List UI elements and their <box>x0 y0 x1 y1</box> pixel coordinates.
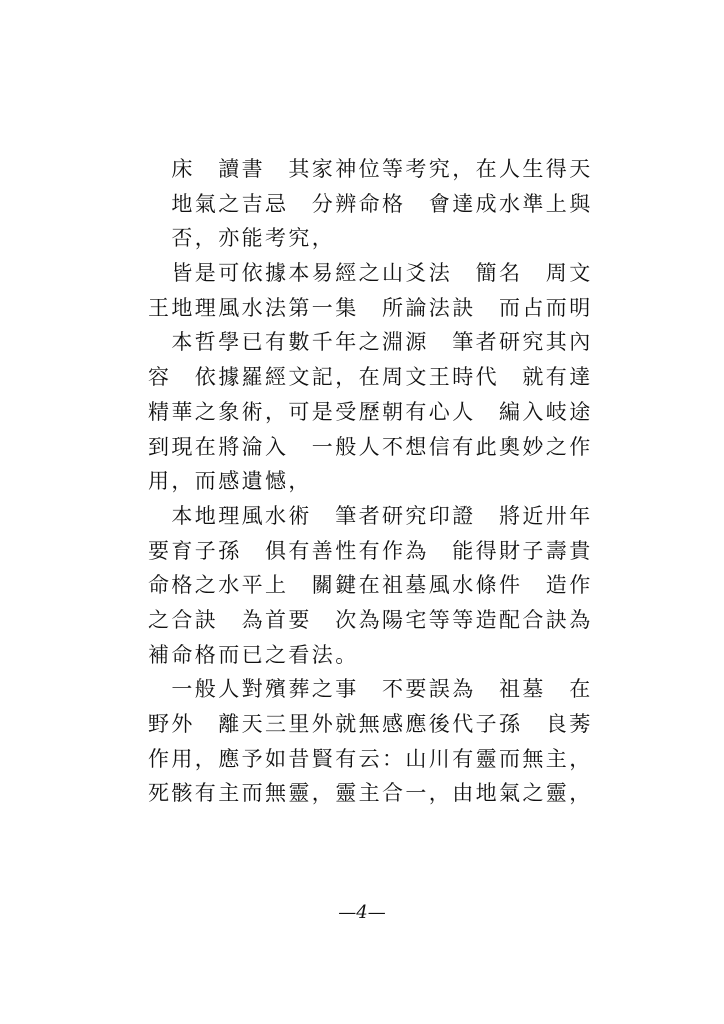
text-line: 本哲學已有數千年之淵源 筆者研究其內 <box>148 330 593 355</box>
text-line: 野外 離天三里外就無感應後代子孫 良莠 <box>148 712 593 736</box>
text-line: 床 讀書 其家神位等考究，在人生得天 <box>148 157 593 181</box>
text-line: 一般人對殯葬之事 不要誤為 祖墓 在 <box>148 677 593 702</box>
text-line: 用，而感遺憾， <box>148 469 312 494</box>
text-line: 補命格而已之看法。 <box>148 642 359 667</box>
text-line: 本地理風水術 筆者研究印證 將近卅年 <box>148 503 593 528</box>
text-line: 皆是可依據本易經之山爻法 簡名 周文 <box>148 261 593 286</box>
page-number: —4— <box>338 902 386 923</box>
text-line: 之合訣 為首要 次為陽宅等等造配合訣為 <box>148 607 593 632</box>
text-line: 要育子孫 俱有善性有作為 能得財子壽貴 <box>148 538 593 563</box>
text-line: 命格之水平上 關鍵在祖墓風水條件 造作 <box>148 573 593 598</box>
text-line: 作用，應予如昔賢有云：山川有靈而無主， <box>148 746 593 771</box>
text-line: 否，亦能考究， <box>148 226 336 251</box>
text-line: 王地理風水法第一集 所論法訣 而占而明 <box>148 295 593 320</box>
text-line: 地氣之吉忌 分辨命格 會達成水準上與 <box>148 191 593 216</box>
text-line: 容 依據羅經文記，在周文王時代 就有達 <box>148 365 593 390</box>
text-line: 精華之象術，可是受歷朝有心人 編入岐途 <box>148 399 593 424</box>
text-line: 死骸有主而無靈，靈主合一，由地氣之靈， <box>148 781 593 806</box>
body-text <box>148 152 628 811</box>
text-line: 到現在將淪入 一般人不想信有此奧妙之作 <box>148 434 593 459</box>
